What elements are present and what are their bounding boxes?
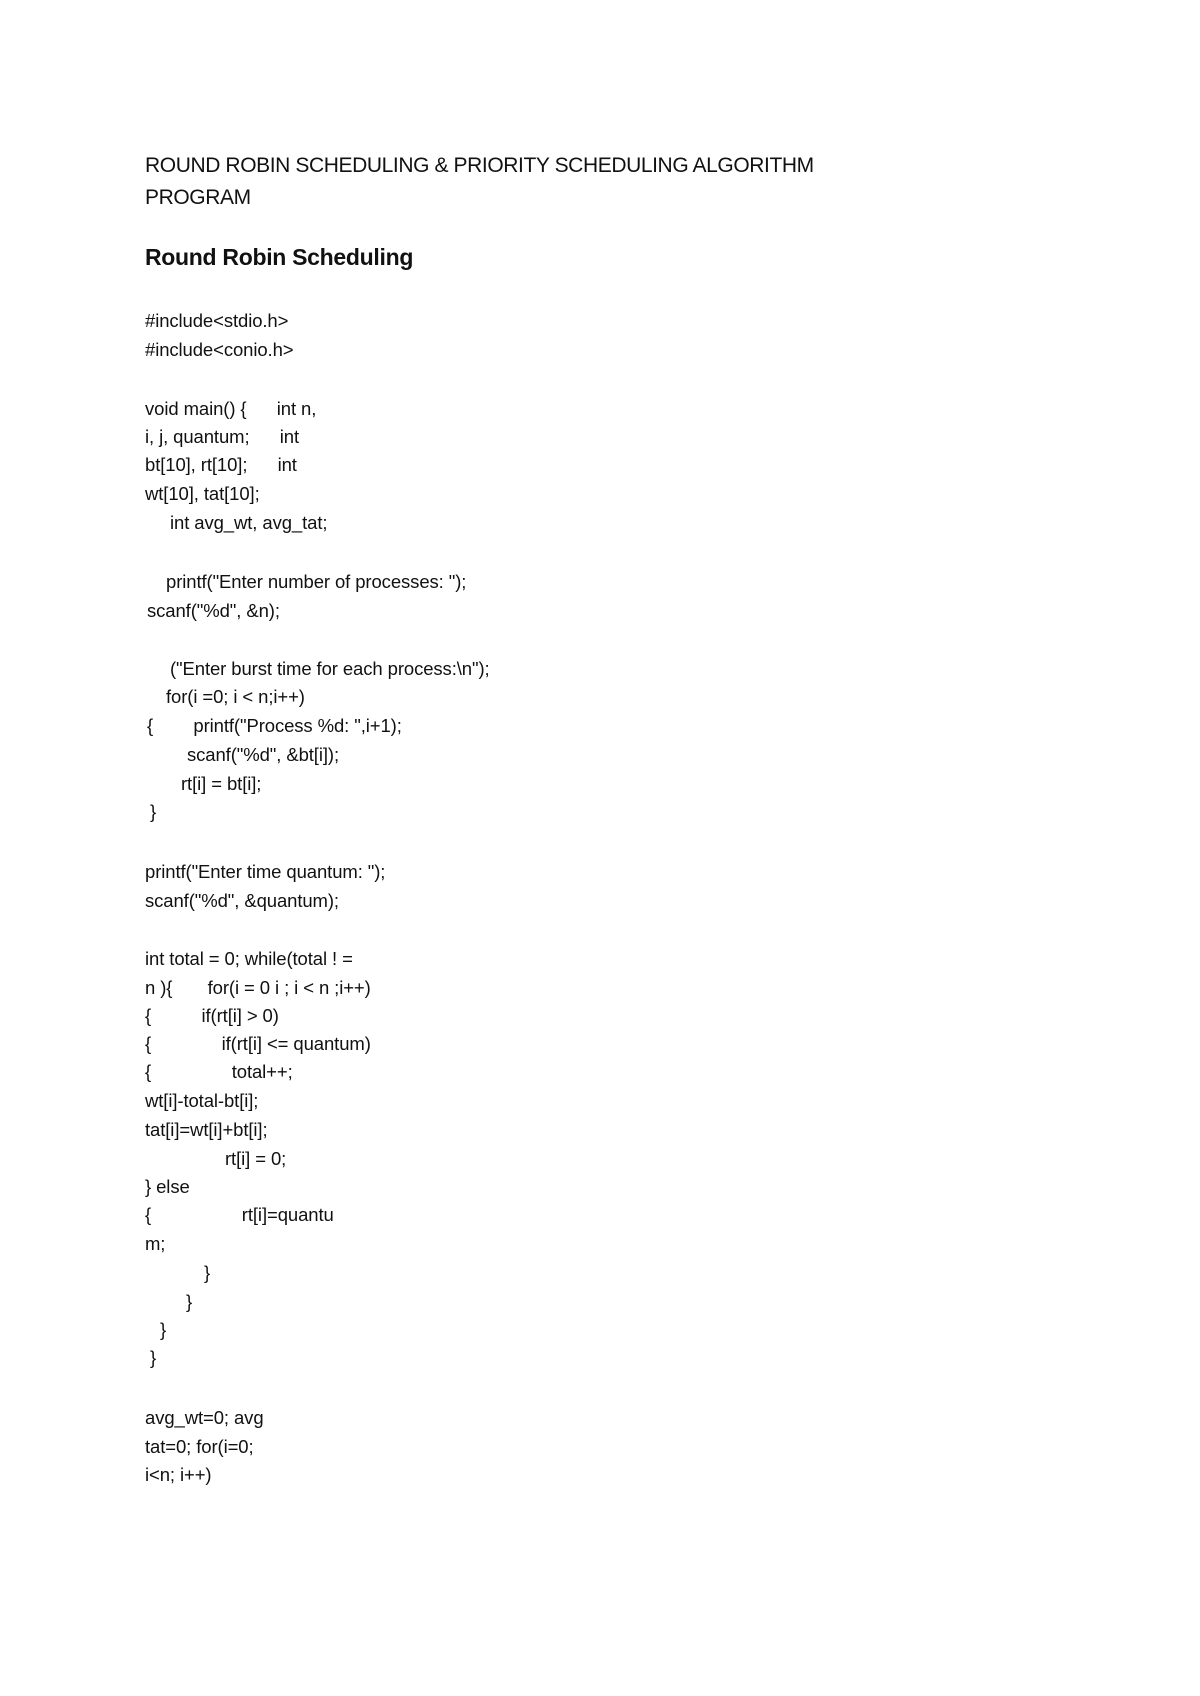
code-line: avg_wt=0; avg [145,1407,264,1428]
code-line: { rt[i]=quantu [145,1204,334,1225]
code-line: int avg_wt, avg_tat; [170,512,328,533]
code-line: i, j, quantum; int [145,426,299,447]
code-line: n ){ for(i = 0 i ; i < n ;i++) [145,977,371,998]
code-line: } else [145,1176,190,1197]
code-line: } [204,1262,211,1283]
code-line: wt[10], tat[10]; [145,483,260,504]
code-line: ("Enter burst time for each process:\n"); [170,658,490,679]
code-line: bt[10], rt[10]; int [145,454,297,475]
section-heading: Round Robin Scheduling [145,244,414,270]
document-title-line-2: PROGRAM [145,186,251,209]
code-line: void main() { int n, [145,398,317,419]
document-title-line-1: ROUND ROBIN SCHEDULING & PRIORITY SCHEDULING ALGORITHM [145,154,814,177]
code-line: printf("Enter number of processes: "); [166,571,467,592]
code-line: m; [145,1233,166,1254]
code-line: #include<stdio.h> [145,310,289,331]
code-line: } [186,1291,193,1312]
code-line: for(i =0; i < n;i++) [166,686,305,707]
code-line: #include<conio.h> [145,339,294,360]
code-line: rt[i] = bt[i]; [181,773,262,794]
code-line: printf("Enter time quantum: "); [145,861,386,882]
code-line: { if(rt[i] > 0) [145,1005,279,1026]
code-line: int total = 0; while(total ! = [145,948,353,969]
code-line: } [160,1319,167,1340]
code-line: tat=0; for(i=0; [145,1436,254,1457]
code-line: scanf("%d", &bt[i]); [187,744,339,765]
code-line: { printf("Process %d: ",i+1); [147,715,402,736]
code-line: scanf("%d", &n); [147,600,280,621]
code-line: wt[i]-total-bt[i]; [145,1090,259,1111]
code-line: i<n; i++) [145,1464,212,1485]
code-line: } [150,801,157,822]
code-line: rt[i] = 0; [225,1148,287,1169]
code-line: tat[i]=wt[i]+bt[i]; [145,1119,268,1140]
code-line: { total++; [145,1061,293,1082]
code-line: { if(rt[i] <= quantum) [145,1033,371,1054]
code-line: } [150,1347,157,1368]
code-line: scanf("%d", &quantum); [145,890,339,911]
